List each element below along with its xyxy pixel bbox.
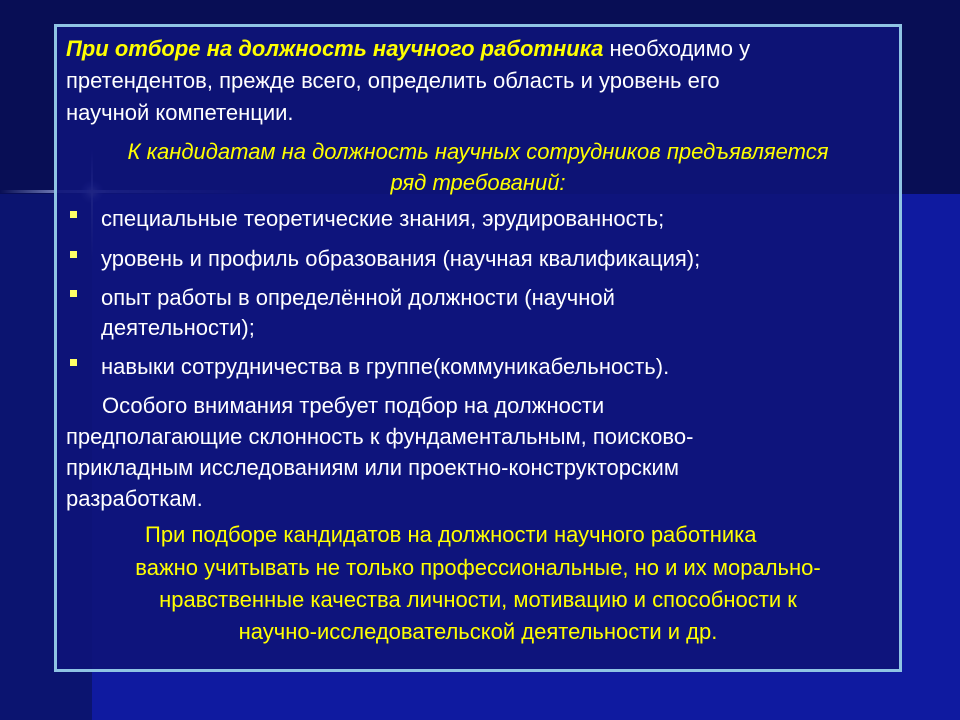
requirements-heading-line-2: ряд требований:	[390, 170, 566, 195]
requirements-heading-line-1: К кандидатам на должность научных сотрудников предъявляется	[127, 139, 829, 164]
conclusion-line-2: важно учитывать не только профессиональные, но и их морально-	[135, 555, 821, 580]
intro-emphasis: При отборе на должность научного работника	[66, 36, 604, 61]
attention-line-3: прикладным исследованиям или проектно-конструкторским	[66, 455, 679, 480]
attention-line-1: Особого внимания требует подбор на должности	[102, 393, 605, 418]
intro-line-3: научной компетенции.	[66, 100, 294, 125]
intro-line-2: претендентов, прежде всего, определить область и уровень его	[66, 68, 720, 93]
list-item-text: уровень и профиль образования (научная квалификация);	[101, 246, 701, 271]
attention-line-4: разработкам.	[66, 486, 203, 511]
list-item-text: навыки сотрудничества в группе(коммуникабельность).	[101, 354, 670, 379]
conclusion-line-3: нравственные качества личности, мотивацию и способности к	[159, 587, 797, 612]
conclusion-line-4: научно-исследовательской деятельности и др.	[238, 619, 718, 644]
list-item-text: опыт работы в определённой должности (научной	[101, 285, 615, 310]
list-item-text-continued: деятельности);	[101, 315, 255, 340]
bullet-icon	[70, 211, 77, 218]
attention-line-2: предполагающие склонность к фундаментальным, поисково-	[66, 424, 694, 449]
conclusion-line-1: При подборе кандидатов на должности научного работника	[145, 522, 757, 547]
list-item-text: специальные теоретические знания, эрудированность;	[101, 206, 665, 231]
bullet-icon	[70, 359, 77, 366]
intro-line-1	[66, 34, 750, 64]
bullet-icon	[70, 251, 77, 258]
intro-rest: необходимо у	[603, 36, 751, 61]
bullet-icon	[70, 290, 77, 297]
